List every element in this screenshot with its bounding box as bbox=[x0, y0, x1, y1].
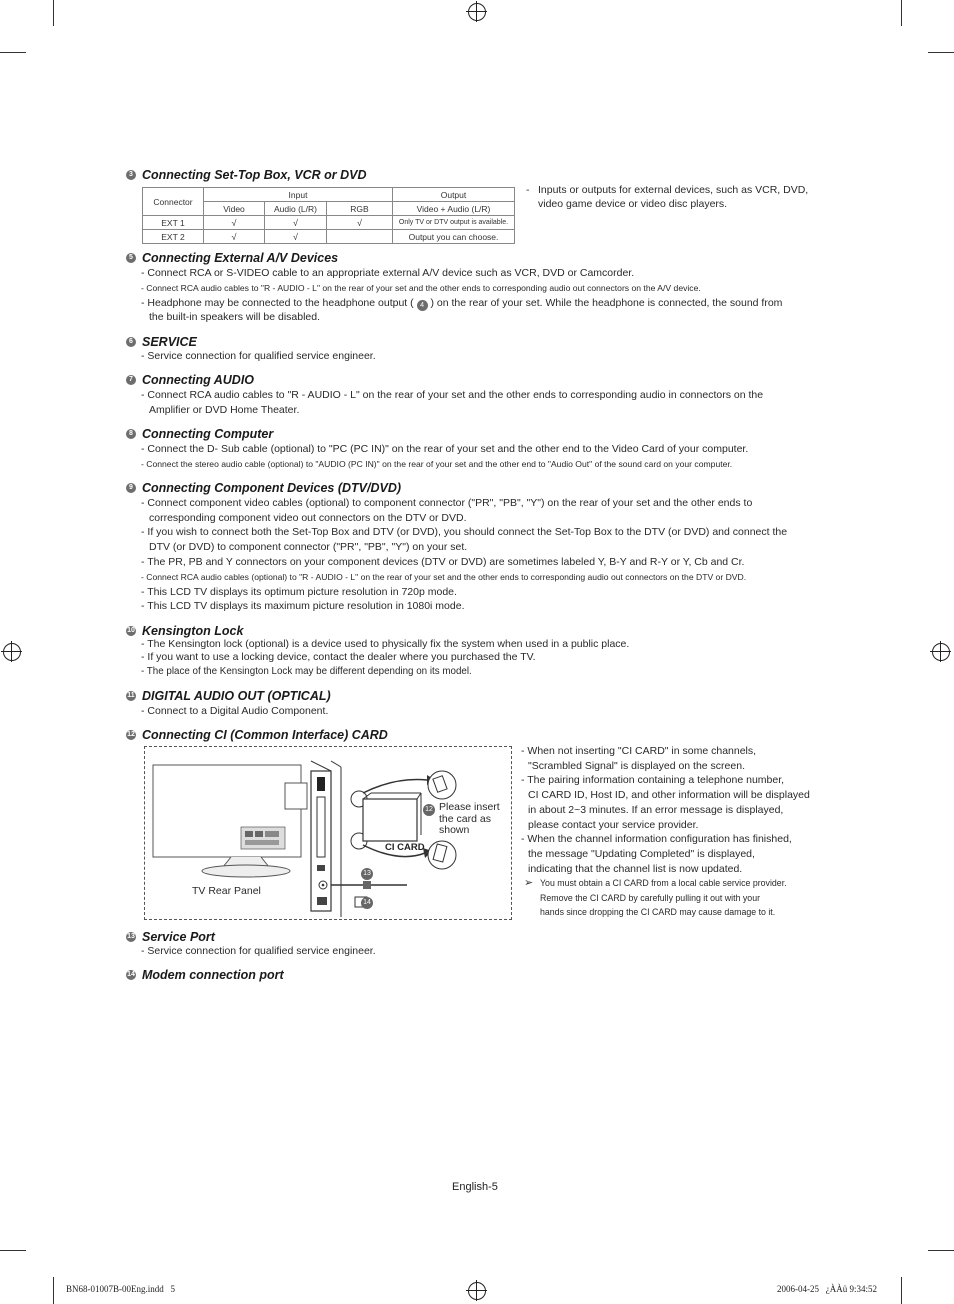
insert-card-label bbox=[439, 802, 500, 837]
section-heading bbox=[126, 930, 215, 944]
table-row bbox=[143, 216, 515, 230]
check-icon: √ bbox=[204, 230, 265, 244]
insert-card-line: Please insert bbox=[439, 801, 500, 813]
body-text: - Connect RCA audio cables to "R - AUDIO - L" on the rear of your set and the other ends to corresponding audio in connectors on the bbox=[141, 389, 764, 401]
note-line: - When not inserting "CI CARD" in some channels, bbox=[521, 745, 757, 757]
table-header: RGB bbox=[327, 202, 393, 216]
tip-line: hands since dropping the CI CARD may cause damage to it. bbox=[540, 907, 776, 917]
table-header: Video + Audio (L/R) bbox=[393, 202, 515, 216]
section-number-icon: 7 bbox=[126, 375, 136, 385]
section-heading bbox=[126, 689, 331, 703]
note-line: in about 2~3 minutes. If an error message is displayed, bbox=[528, 803, 784, 816]
body-text bbox=[141, 297, 782, 311]
footer-file: BN68-01007B-00Eng.indd 5 bbox=[66, 1284, 175, 1294]
section-heading bbox=[126, 373, 254, 387]
body-text: corresponding component video out connectors on the DTV or DVD. bbox=[149, 512, 467, 524]
ci-card-notes bbox=[521, 744, 810, 876]
headphone-number-icon: 4 bbox=[417, 300, 428, 311]
body-text: the built-in speakers will be disabled. bbox=[149, 311, 321, 323]
section-title: Modem connection port bbox=[142, 968, 284, 982]
note-line: - The pairing information containing a telephone number, bbox=[521, 774, 785, 787]
registration-mark-icon bbox=[3, 643, 21, 661]
table-header: Input bbox=[204, 188, 393, 202]
note-line: the message "Updating Completed" is displayed, bbox=[528, 847, 755, 860]
section-number-icon: 9 bbox=[126, 483, 136, 493]
section-number-icon: 13 bbox=[127, 933, 135, 940]
table-header: Output bbox=[393, 188, 515, 202]
ci-card-label: CI CARD bbox=[385, 842, 425, 853]
section-number-icon: 14 bbox=[127, 971, 135, 978]
body-text: - This LCD TV displays its optimum picture resolution in 720p mode. bbox=[141, 586, 457, 598]
check-icon: √ bbox=[265, 216, 327, 230]
body-text: - If you want to use a locking device, contact the dealer where you purchased the TV. bbox=[141, 651, 536, 663]
body-text: - Service connection for qualified service engineer. bbox=[141, 350, 376, 362]
table-cell: Only TV or DTV output is available. bbox=[393, 216, 515, 230]
table-header: Video bbox=[204, 202, 265, 216]
section-title: SERVICE bbox=[142, 335, 197, 349]
footer-date: 2006-04-25 ¿ÀÀü 9:34:52 bbox=[777, 1284, 877, 1294]
body-text: - Service connection for qualified service engineer. bbox=[141, 945, 376, 957]
table-cell: EXT 2 bbox=[143, 230, 204, 244]
check-icon: √ bbox=[265, 230, 327, 244]
body-text: DTV (or DVD) to component connector ("PR", "PB", "Y") on your set. bbox=[149, 541, 468, 553]
body-text: - Connect the D- Sub cable (optional) to "PC (PC IN)" on the rear of your set and the other end to the Video Card of your computer. bbox=[141, 443, 749, 455]
body-text: - The place of the Kensington Lock may be different depending on its model. bbox=[141, 666, 472, 677]
table-header: Connector bbox=[143, 188, 204, 216]
badge-13-icon: 13 bbox=[361, 868, 373, 880]
body-text: - Connect RCA or S-VIDEO cable to an appropriate external A/V device such as VCR, DVD or Camcorder. bbox=[141, 267, 635, 279]
ci-card-tip bbox=[540, 876, 787, 920]
section-number-icon: 12 bbox=[127, 731, 135, 738]
badge-14-icon: 14 bbox=[361, 897, 373, 909]
table-cell: Output you can choose. bbox=[393, 230, 515, 244]
insert-card-line: the card as bbox=[439, 812, 491, 825]
note-text: Inputs or outputs for external devices, such as VCR, DVD, bbox=[538, 184, 809, 196]
registration-mark-icon bbox=[932, 643, 950, 661]
table-cell bbox=[327, 230, 393, 244]
section-heading bbox=[126, 624, 243, 638]
connector-table bbox=[142, 187, 515, 244]
page-number: English-5 bbox=[452, 1181, 498, 1193]
section-heading bbox=[126, 168, 367, 182]
tip-line: You must obtain a CI CARD from a local cable service provider. bbox=[540, 878, 787, 888]
note-line: - When the channel information configuration has finished, bbox=[521, 833, 792, 846]
registration-mark-icon bbox=[468, 3, 486, 21]
table-row bbox=[143, 230, 515, 244]
section-number-icon: 8 bbox=[126, 429, 136, 439]
section-title: Connecting CI (Common Interface) CARD bbox=[142, 728, 388, 742]
section-heading bbox=[126, 728, 388, 742]
section-title: Connecting AUDIO bbox=[142, 373, 255, 387]
body-text: - Connect RCA audio cables to "R - AUDIO - L" on the rear of your set and the other ends to corresponding audio out connectors on the A/V device. bbox=[141, 283, 701, 293]
note-dash: - bbox=[526, 184, 530, 196]
section-title: Service Port bbox=[142, 930, 215, 944]
tv-rear-panel-label: TV Rear Panel bbox=[192, 885, 261, 897]
note-line: CI CARD ID, Host ID, and other information will be displayed bbox=[528, 789, 810, 802]
section-title: Connecting Component Devices (DTV/DVD) bbox=[142, 481, 402, 495]
crop-mark bbox=[901, 1277, 902, 1304]
section-heading bbox=[126, 968, 284, 982]
section-number-icon: 5 bbox=[126, 253, 136, 263]
crop-mark bbox=[53, 0, 54, 26]
crop-mark bbox=[53, 1277, 54, 1304]
insert-card-line: shown bbox=[439, 824, 470, 836]
section-title: Connecting External A/V Devices bbox=[142, 251, 339, 265]
body-text-part: - Headphone may be connected to the headphone output ( bbox=[141, 297, 414, 309]
crop-mark bbox=[928, 52, 954, 53]
section-heading bbox=[126, 335, 197, 349]
tip-arrow-icon: ➢ bbox=[524, 877, 534, 889]
section-number-icon: 6 bbox=[126, 337, 136, 347]
section-number-icon: 11 bbox=[127, 692, 135, 699]
section-title: Kensington Lock bbox=[142, 624, 244, 638]
body-text: - This LCD TV displays its maximum picture resolution in 1080i mode. bbox=[141, 600, 465, 612]
section-heading bbox=[126, 427, 273, 441]
body-text-part: ) on the rear of your set. While the headphone is connected, the sound from bbox=[430, 297, 783, 309]
section-title: DIGITAL AUDIO OUT (OPTICAL) bbox=[142, 689, 331, 703]
note-line: please contact your service provider. bbox=[528, 818, 699, 831]
body-text: - If you wish to connect both the Set-Top Box and DTV (or DVD), you should connect the Set-Top Box to the DTV (or DVD) and connect the bbox=[141, 526, 788, 538]
crop-mark bbox=[928, 1250, 954, 1251]
check-icon: √ bbox=[327, 216, 393, 230]
check-icon: √ bbox=[204, 216, 265, 230]
body-text: Amplifier or DVD Home Theater. bbox=[149, 404, 300, 416]
section-title: Connecting Computer bbox=[142, 427, 274, 441]
ci-card-diagram bbox=[144, 746, 512, 920]
body-text: - The Kensington lock (optional) is a device used to physically fix the system when used in a public place. bbox=[141, 638, 630, 650]
section-number-icon: 10 bbox=[127, 627, 135, 634]
table-cell: EXT 1 bbox=[143, 216, 204, 230]
tip-line: Remove the CI CARD by carefully pulling it out with your bbox=[540, 892, 761, 903]
note-text: video game device or video disc players. bbox=[538, 198, 728, 210]
body-text: - Connect RCA audio cables (optional) to "R - AUDIO - L" on the rear of your set and the other ends to corresponding audio out connectors on the DTV or DVD. bbox=[141, 572, 747, 582]
section-heading bbox=[126, 481, 401, 495]
section-heading bbox=[126, 251, 338, 265]
section-title: Connecting Set-Top Box, VCR or DVD bbox=[142, 168, 367, 182]
crop-mark bbox=[901, 0, 902, 26]
crop-mark bbox=[0, 1250, 26, 1251]
body-text: - The PR, PB and Y connectors on your component devices (DTV or DVD) are sometimes labeled Y, B-Y and R-Y or Y, Cb and Cr. bbox=[141, 556, 745, 568]
table-header: Audio (L/R) bbox=[265, 202, 327, 216]
badge-12-icon: 12 bbox=[423, 804, 435, 816]
note-line: indicating that the channel list is now updated. bbox=[528, 862, 743, 875]
section-number-icon: 3 bbox=[126, 170, 136, 180]
note-line: "Scrambled Signal" is displayed on the screen. bbox=[528, 759, 745, 772]
crop-mark bbox=[0, 52, 26, 53]
registration-mark-icon bbox=[468, 1282, 486, 1300]
body-text: - Connect the stereo audio cable (optional) to "AUDIO (PC IN)" on the rear of your set and the other end to "Audio Out" of the sound card on your computer. bbox=[141, 459, 733, 469]
body-text: - Connect component video cables (optional) to component connector ("PR", "PB", "Y") on the rear of your set and the other ends to bbox=[141, 497, 753, 509]
body-text: - Connect to a Digital Audio Component. bbox=[141, 705, 329, 717]
